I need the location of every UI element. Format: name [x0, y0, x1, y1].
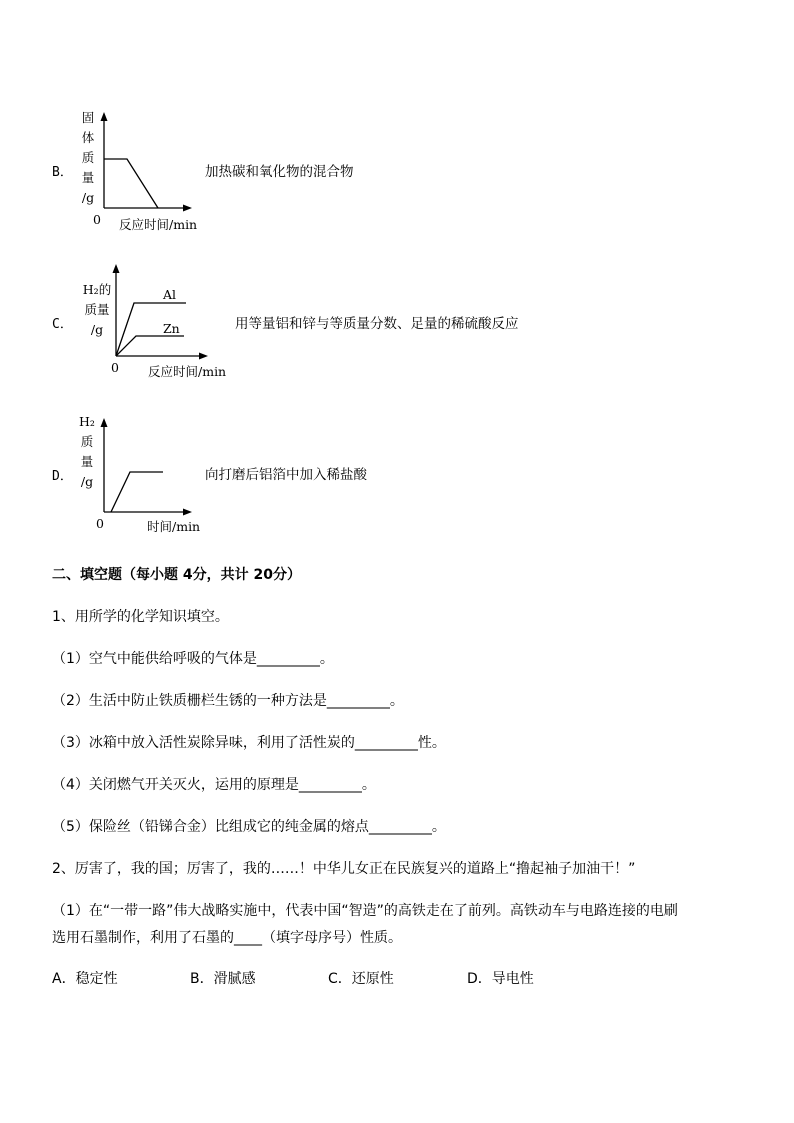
option-d-x-arrow [183, 509, 192, 516]
option-d-x-axis-label: 时间/min [147, 519, 201, 534]
option-b-origin: 0 [93, 212, 101, 227]
question-1-item: （4）关闭燃气开关灭火，运用的原理是_________。 [52, 777, 376, 793]
question-1-item: （3）冰箱中放入活性炭除异味，利用了活性炭的_________性。 [52, 735, 446, 751]
option-c-y-label-line: H₂的 [82, 282, 112, 297]
question-1-stem: 1、用所学的化学知识填空。 [52, 609, 229, 625]
section-title: 二、填空题（每小题 4分，共计 20分） [52, 567, 301, 583]
option-b-x-axis-label: 反应时间/min [119, 217, 198, 232]
question-1-item: （1）空气中能供给呼吸的气体是_________。 [52, 651, 334, 667]
option-d-y-arrow [101, 418, 108, 427]
option-c-y-label-line: /g [90, 322, 104, 337]
question-2-sub1-line2: 选用石墨制作，利用了石墨的____（填字母序号）性质。 [52, 930, 402, 946]
option-b-y-label-char: 量 [81, 170, 95, 185]
option-d-graph [0, 0, 794, 540]
question-1-item: （5）保险丝（铅锑合金）比组成它的纯金属的熔点_________。 [52, 819, 446, 835]
option-c-origin: 0 [111, 360, 119, 375]
choice-c: C．还原性 [328, 971, 394, 987]
option-c-y-label-line: 质量 [84, 302, 110, 317]
option-c-letter: C． [52, 317, 73, 332]
choice-a: A．稳定性 [52, 971, 118, 987]
question-2-stem: 2、厉害了，我的国；厉害了，我的……！中华儿女正在民族复兴的道路上“撸起袖子加油干！” [52, 861, 636, 877]
option-c-caption: 用等量铝和锌与等质量分数、足量的稀硫酸反应 [235, 316, 519, 332]
option-d-y-label-char: H₂ [79, 414, 95, 429]
option-c-al-label: Al [163, 287, 177, 302]
choice-b: B．滑腻感 [190, 971, 256, 987]
option-b-letter: B． [52, 165, 73, 180]
option-d-y-label-char: 质 [80, 434, 94, 449]
option-d-curve [111, 472, 163, 512]
option-b-y-label-char: 固 [81, 110, 95, 125]
option-b-y-label-char: 质 [81, 150, 95, 165]
option-d-y-label-char: /g [80, 474, 94, 489]
option-d-y-label-char: 量 [80, 454, 94, 469]
choice-d: D．导电性 [467, 971, 534, 987]
option-b-y-label-char: /g [81, 190, 95, 205]
question-1-item: （2）生活中防止铁质栅栏生锈的一种方法是_________。 [52, 693, 404, 709]
option-d-origin: 0 [96, 516, 104, 531]
option-c-zn-label: Zn [163, 321, 180, 336]
option-b-y-label-char: 体 [81, 130, 95, 145]
option-b-caption: 加热碳和氧化物的混合物 [205, 164, 354, 180]
option-d-letter: D． [52, 469, 73, 484]
option-d-caption: 向打磨后铝箔中加入稀盐酸 [205, 467, 367, 483]
option-c-x-axis-label: 反应时间/min [148, 364, 227, 379]
question-2-sub1-line1: （1）在“一带一路”伟大战略实施中，代表中国“智造”的高铁走在了前列。高铁动车与电路连接的电刷 [52, 903, 678, 919]
